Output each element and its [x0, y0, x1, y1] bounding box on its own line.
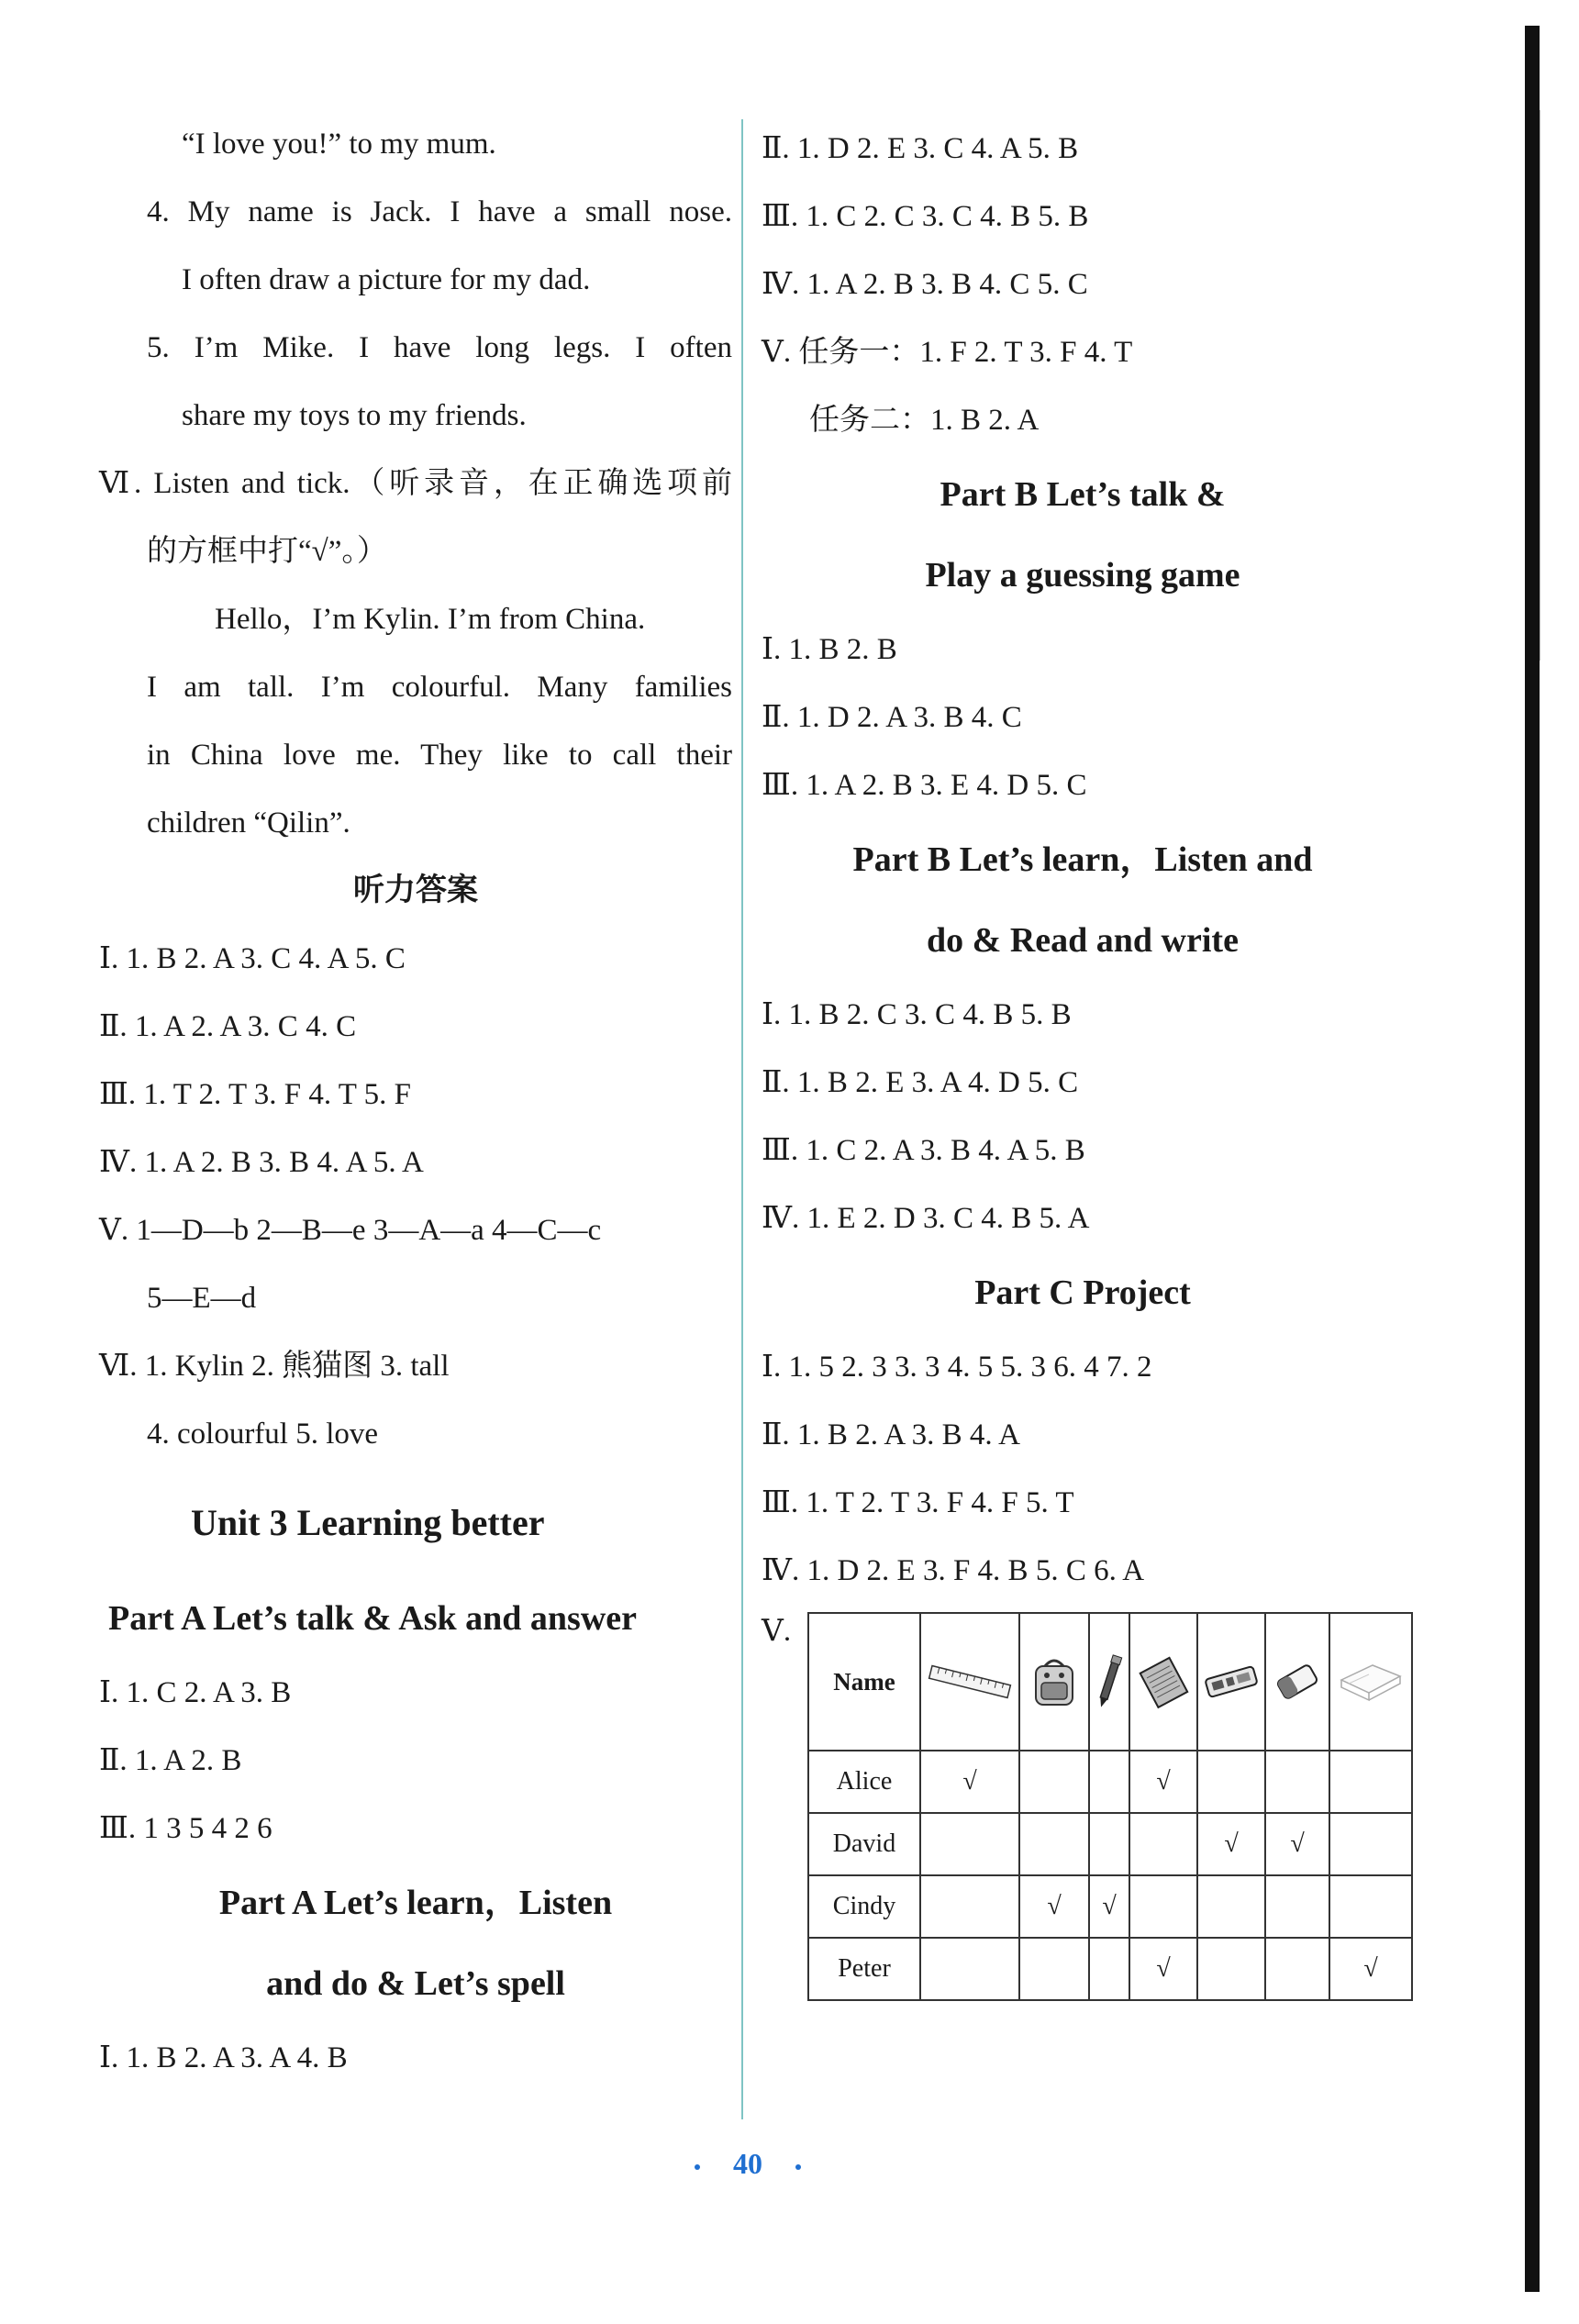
row-name: Peter — [808, 1938, 920, 2000]
answer-line: Ⅲ. 1. A 2. B 3. E 4. D 5. C — [762, 769, 1087, 802]
tick-cell — [1329, 1813, 1412, 1875]
tick-cell — [920, 1938, 1019, 2000]
answer-line: Ⅱ. 1. A 2. A 3. C 4. C — [99, 1010, 357, 1043]
dot-icon — [795, 2164, 801, 2170]
answer-line: Ⅰ. 1. B 2. A 3. A 4. B — [99, 2041, 348, 2074]
tick-cell — [1129, 1813, 1197, 1875]
tick-cell — [920, 1813, 1019, 1875]
answer-line: Ⅴ. 任务一：1. F 2. T 3. F 4. T — [762, 336, 1133, 369]
tick-cell — [1197, 1938, 1265, 2000]
answer-line: Ⅱ. 1. A 2. B — [99, 1744, 242, 1777]
row-name: Alice — [808, 1751, 920, 1813]
tick-cell: √ — [1329, 1938, 1412, 2000]
answer-line: 5—E—d — [147, 1282, 257, 1315]
section-heading: Part C Project — [974, 1273, 1191, 1312]
column-divider — [741, 119, 743, 2119]
left-column — [99, 110, 732, 2092]
eraser-icon — [1265, 1613, 1329, 1751]
tick-cell: √ — [1019, 1875, 1089, 1938]
text-line: 的方框中打“√”。） — [147, 535, 387, 568]
answer-line: Ⅰ. 1. B 2. B — [762, 633, 897, 666]
notebook-icon — [1329, 1613, 1412, 1751]
tick-cell: √ — [1089, 1875, 1129, 1938]
text-line: “I love you!” to my mum. — [182, 128, 496, 161]
dot-icon — [695, 2164, 700, 2170]
tick-cell — [1265, 1751, 1329, 1813]
tick-cell — [1019, 1938, 1089, 2000]
section-heading: Part B Let’s learn，Listen and — [852, 840, 1313, 879]
section-heading: and do & Let’s spell — [266, 1964, 565, 2003]
answer-line: Ⅲ. 1 3 5 4 2 6 — [99, 1812, 272, 1845]
tick-cell: √ — [920, 1751, 1019, 1813]
tick-cell — [1089, 1938, 1129, 2000]
page-edge-bar — [1525, 26, 1540, 2292]
answer-line: Ⅲ. 1. C 2. A 3. B 4. A 5. B — [762, 1134, 1085, 1167]
answer-line: Ⅳ. 1. D 2. E 3. F 4. B 5. C 6. A — [762, 1554, 1145, 1587]
section-heading: Part B Let’s talk & — [940, 475, 1226, 514]
section-heading: 听力答案 — [353, 873, 478, 907]
answer-line: Ⅱ. 1. D 2. A 3. B 4. C — [762, 701, 1022, 734]
answer-line: Ⅳ. 1. E 2. D 3. C 4. B 5. A — [762, 1202, 1090, 1235]
answer-line: Ⅲ. 1. T 2. T 3. F 4. T 5. F — [99, 1078, 411, 1111]
tick-cell — [1329, 1875, 1412, 1938]
schoolbag-icon — [1019, 1613, 1089, 1751]
answer-line: 任务二：1. B 2. A — [809, 404, 1040, 437]
page-number-text: 40 — [733, 2147, 762, 2180]
tick-cell: √ — [1129, 1938, 1197, 2000]
tick-cell — [1329, 1751, 1412, 1813]
name-header: Name — [808, 1613, 920, 1751]
section-heading: Part A Let’s learn，Listen — [218, 1884, 613, 1922]
book-icon — [1129, 1613, 1197, 1751]
text-line: in China love me. They like to call their — [147, 739, 732, 772]
tick-cell: √ — [1265, 1813, 1329, 1875]
answer-line: Ⅰ. 1. 5 2. 3 3. 3 4. 5 5. 3 6. 4 7. 2 — [762, 1351, 1152, 1384]
row-name: David — [808, 1813, 920, 1875]
tick-cell — [920, 1875, 1019, 1938]
answer-line: Ⅳ. 1. A 2. B 3. B 4. A 5. A — [99, 1146, 424, 1179]
answer-line: 4. colourful 5. love — [147, 1418, 379, 1451]
text-line: Ⅵ. Listen and tick.（听录音，在正确选项前 — [99, 467, 732, 500]
unit-title: Unit 3 Learning better — [191, 1502, 545, 1543]
answer-line: Ⅵ. 1. Kylin 2. 熊猫图 3. tall — [99, 1350, 450, 1383]
question-label: Ⅴ. — [762, 1615, 792, 1648]
answer-line: Ⅲ. 1. C 2. C 3. C 4. B 5. B — [762, 200, 1089, 233]
pen-icon — [1089, 1613, 1129, 1751]
answer-line: Ⅰ. 1. C 2. A 3. B — [99, 1676, 292, 1709]
tick-table — [807, 1612, 1413, 2001]
ruler-icon — [920, 1613, 1019, 1751]
tick-cell — [1197, 1751, 1265, 1813]
answer-line: Ⅰ. 1. B 2. C 3. C 4. B 5. B — [762, 998, 1072, 1031]
page-number — [0, 2147, 1496, 2181]
tick-cell — [1265, 1938, 1329, 2000]
tick-cell: √ — [1197, 1813, 1265, 1875]
text-line: 4. My name is Jack. I have a small nose. — [147, 195, 732, 228]
right-column — [762, 115, 1404, 1605]
tick-cell — [1089, 1813, 1129, 1875]
table-row — [808, 1751, 1412, 1813]
answer-line: Ⅱ. 1. B 2. A 3. B 4. A — [762, 1418, 1020, 1451]
row-name: Cindy — [808, 1875, 920, 1938]
tick-cell — [1197, 1875, 1265, 1938]
tick-cell — [1089, 1751, 1129, 1813]
answer-line: Ⅱ. 1. B 2. E 3. A 4. D 5. C — [762, 1066, 1079, 1099]
section-heading: Part A Let’s talk & Ask and answer — [108, 1599, 638, 1638]
text-line: Hello，I’m Kylin. I’m from China. — [215, 603, 646, 636]
answer-line: Ⅰ. 1. B 2. A 3. C 4. A 5. C — [99, 942, 406, 975]
pencil-box-icon — [1197, 1613, 1265, 1751]
section-heading: do & Read and write — [927, 921, 1239, 960]
answer-line: Ⅳ. 1. A 2. B 3. B 4. C 5. C — [762, 268, 1088, 301]
text-line: children “Qilin”. — [147, 806, 350, 840]
answer-line: Ⅱ. 1. D 2. E 3. C 4. A 5. B — [762, 132, 1079, 165]
answer-line: Ⅴ. 1—D—b 2—B—e 3—A—a 4—C—c — [99, 1214, 602, 1247]
text-line: 5. I’m Mike. I have long legs. I often — [147, 331, 732, 364]
table-header-row — [808, 1613, 1412, 1751]
table-row — [808, 1938, 1412, 2000]
tick-cell — [1019, 1813, 1089, 1875]
text-line: I often draw a picture for my dad. — [182, 263, 591, 296]
answer-line: Ⅲ. 1. T 2. T 3. F 4. F 5. T — [762, 1486, 1074, 1519]
tick-cell — [1129, 1875, 1197, 1938]
table-row — [808, 1875, 1412, 1938]
section-heading: Play a guessing game — [925, 556, 1240, 595]
text-line: I am tall. I’m colourful. Many families — [147, 671, 732, 704]
tick-cell — [1265, 1875, 1329, 1938]
table-row — [808, 1813, 1412, 1875]
tick-cell — [1019, 1751, 1089, 1813]
text-line: share my toys to my friends. — [182, 399, 527, 432]
tick-cell: √ — [1129, 1751, 1197, 1813]
